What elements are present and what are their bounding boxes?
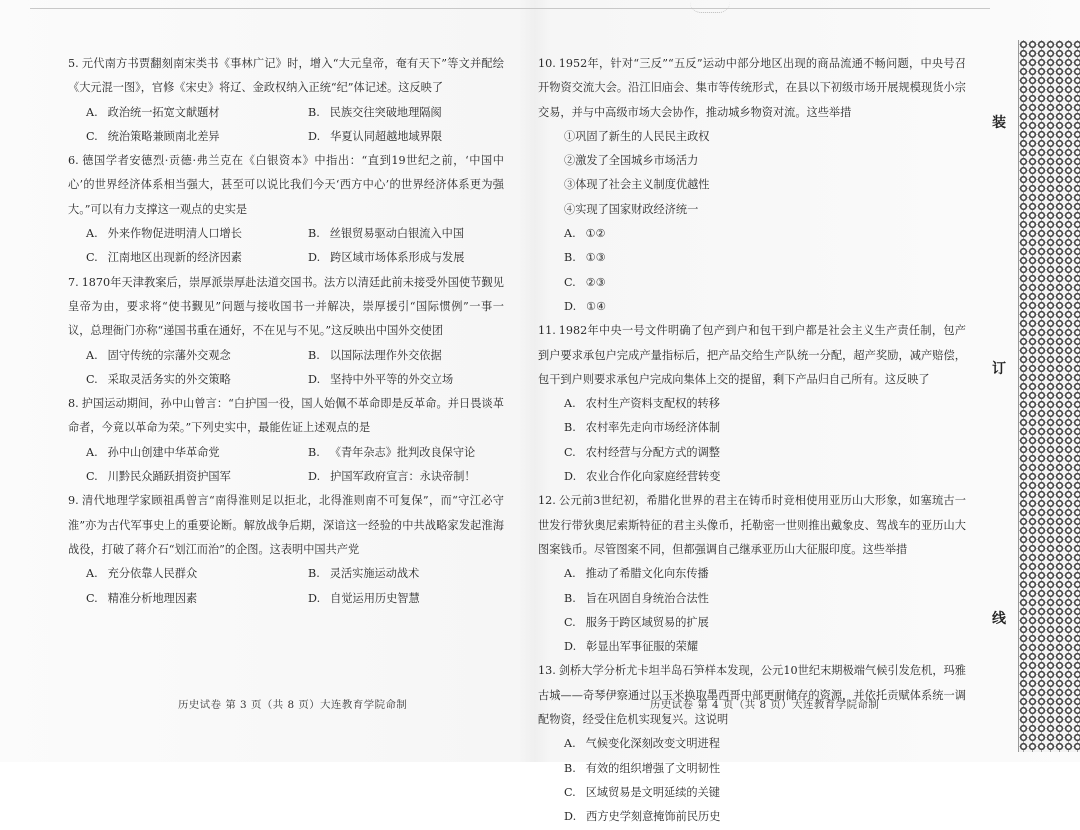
option-d: D. 农业合作化向家庭经营转变 (564, 470, 721, 484)
binding-char-xian: 线 (992, 611, 1006, 627)
options (68, 441, 504, 490)
option-a: A. 外来作物促进明清人口增长 (86, 227, 242, 241)
option-c: C. 农村经营与分配方式的调整 (564, 445, 720, 459)
question-stem: 7. 1870年天津教案后，崇厚派崇厚赴法道交国书。法方以清廷此前未接受外国使节觐见皇帝为由，要求将“使书觐见”问题与接收国书一并解决，崇厚援引“国际惯例”一事一议，总理衙门亦称“递国书重在通好，不在见与不见。”这反映出中国外交使团 (68, 275, 504, 338)
option-a: A. ①② (564, 227, 606, 241)
option-b: B. 以国际法理作外交依据 (308, 348, 442, 362)
security-pattern-strip (1018, 40, 1080, 752)
options (538, 392, 966, 489)
right-page-column (538, 52, 966, 830)
option-c: C. 服务于跨区域贸易的扩展 (564, 615, 709, 629)
option-b: B. 农村率先走向市场经济体制 (564, 421, 721, 435)
statements (538, 125, 966, 222)
options (68, 344, 504, 393)
question-13 (538, 659, 966, 829)
question-10 (538, 52, 966, 319)
option-b: B. 有效的组织增强了文明韧性 (564, 761, 721, 775)
question-stem: 10. 1952年，针对“三反”“五反”运动中部分地区出现的商品流通不畅问题，中央号召开物资交流大会。沿江旧庙会、集市等传统形式，在县以下初级市场开展规模现货小宗交易，并与中高级市场大会协作，推动城乡物资对流。这些举措 (538, 57, 966, 119)
option-d: D. 自觉运用历史智慧 (308, 591, 420, 605)
option-a: A. 推动了希腊文化向东传播 (564, 567, 709, 581)
option-c: C. 川黔民众踊跃捐资护国军 (86, 470, 231, 484)
question-stem: 5. 元代南方书贾翻刻南宋类书《事林广记》时，增入“大元皇帝，奄有天下”等文并配绘《大元混一图》，官修《宋史》将辽、金政权纳入正统“纪”体记述。这反映了 (68, 57, 504, 95)
option-d: D. 彰显出军事征服的荣耀 (564, 640, 699, 654)
options (68, 562, 504, 611)
option-a: A. 固守传统的宗藩外交观念 (86, 348, 231, 362)
top-rule (30, 0, 990, 9)
option-d: D. 护国军政府宣言：永诀帝制！ (308, 470, 476, 484)
question-11 (538, 319, 966, 489)
option-c: C. 统治策略兼顾南北差异 (86, 129, 220, 143)
left-page-column (68, 52, 504, 611)
option-d: D. 坚持中外平等的外交立场 (308, 372, 454, 386)
options (538, 562, 966, 659)
option-a: A. 充分依靠人民群众 (86, 567, 198, 581)
answer-options (538, 222, 966, 319)
binding-char-ding: 订 (992, 361, 1006, 377)
question-stem: 9. 清代地理学家顾祖禹曾言“南得淮则足以拒北，北得淮则南不可复保”，而“守江必守淮”亦为古代军事史上的重要论断。解放战争后期，深谙这一经验的中共战略家发起淮海战役，打破了蒋介石“划江而治”的企图。这表明中国共产党 (68, 494, 504, 556)
binding-margin (984, 40, 1016, 740)
statement-3: ③体现了社会主义制度优越性 (564, 178, 710, 192)
question-stem: 12. 公元前3世纪初，希腊化世界的君主在铸币时竞相使用亚历山大形象，如塞琉古一世发行带狄奥尼索斯特征的君主头像币，托勒密一世则推出戴象皮、驾战车的亚历山大图案钱币。尽管图案不同，但都强调自己继承亚历山大征服印度。这些举措 (538, 494, 966, 556)
statement-1: ①巩固了新生的人民民主政权 (564, 129, 710, 143)
option-b: B. ①③ (564, 251, 606, 265)
option-b: B. 旨在巩固自身统治合法性 (564, 591, 709, 605)
option-b: B. 民族交往突破地理隔阂 (308, 105, 442, 119)
binding-char-zhuang: 装 (992, 115, 1006, 131)
option-c: C. 精准分析地理因素 (86, 591, 198, 605)
option-c: C. 采取灵活务实的外交策略 (86, 372, 231, 386)
option-a: A. 孙中山创建中华革命党 (86, 445, 220, 459)
fold-mark (690, 2, 730, 13)
question-stem: 11. 1982年中央一号文件明确了包产到户和包干到户都是社会主义生产责任制，包产到户要求承包户完成产量指标后，把产品交给生产队统一分配，超产奖励，减产赔偿，包干到户则要求承包户完成向集体上交的提留，剩下产品归自己所有。这反映了 (538, 324, 966, 386)
question-9 (68, 489, 504, 610)
option-b: B. 丝银贸易驱动白银流入中国 (308, 227, 465, 241)
option-a: A. 农村生产资料支配权的转移 (564, 397, 720, 411)
page-footer-left: 历史试卷 第 3 页（共 8 页）大连教育学院命制 (178, 699, 408, 711)
option-a: A. 政治统一拓宽文献题材 (86, 105, 220, 119)
options (538, 732, 966, 829)
option-b: B. 灵活实施运动战术 (308, 567, 420, 581)
option-c: C. 江南地区出现新的经济因素 (86, 251, 242, 265)
statement-2: ②激发了全国城乡市场活力 (564, 154, 699, 168)
option-d: D. 西方史学刻意掩饰前民历史 (564, 810, 721, 824)
option-a: A. 气候变化深刻改变文明进程 (564, 737, 720, 751)
question-5 (68, 52, 504, 149)
question-stem: 8. 护国运动期间，孙中山曾言：“白护国一役，国人始佩不革命即是反革命。并日畏谈革命者，今竟以革命为荣。”下列史实中，最能佐证上述观点的是 (68, 397, 504, 435)
option-d: D. 华夏认同超越地域界限 (308, 129, 443, 143)
option-c: C. 区域贸易是文明延续的关键 (564, 785, 720, 799)
question-12 (538, 489, 966, 659)
options (68, 222, 504, 271)
question-8 (68, 392, 504, 489)
question-stem: 6. 德国学者安德烈·贡德·弗兰克在《白银资本》中指出：“直到19世纪之前，‘中国中心’的世界经济体系相当强大，甚至可以说比我们今天‘西方中心’的世界经济体系更为强大。”可以有力支撑这一观点的史实是 (68, 154, 504, 216)
page-footer-right: 历史试卷 第 4 页（共 8 页）大连教育学院命制 (650, 699, 880, 711)
option-d: D. ①④ (564, 299, 607, 313)
question-stem: 13. 剑桥大学分析尤卡坦半岛石笋样本发现，公元10世纪末期极端气候引发危机，玛雅古城——奇琴伊察通过以玉米换取墨西哥中部更耐储存的资源，并依托贡赋体系统一调配物资，经受住危机实现复兴。这说明 (538, 664, 966, 727)
question-6 (68, 149, 504, 270)
option-d: D. 跨区域市场体系形成与发展 (308, 251, 465, 265)
option-b: B. 《青年杂志》批判改良保守论 (308, 445, 476, 459)
question-7 (68, 271, 504, 392)
options (68, 101, 504, 150)
statement-4: ④实现了国家财政经济统一 (564, 202, 699, 216)
option-c: C. ②③ (564, 275, 606, 289)
